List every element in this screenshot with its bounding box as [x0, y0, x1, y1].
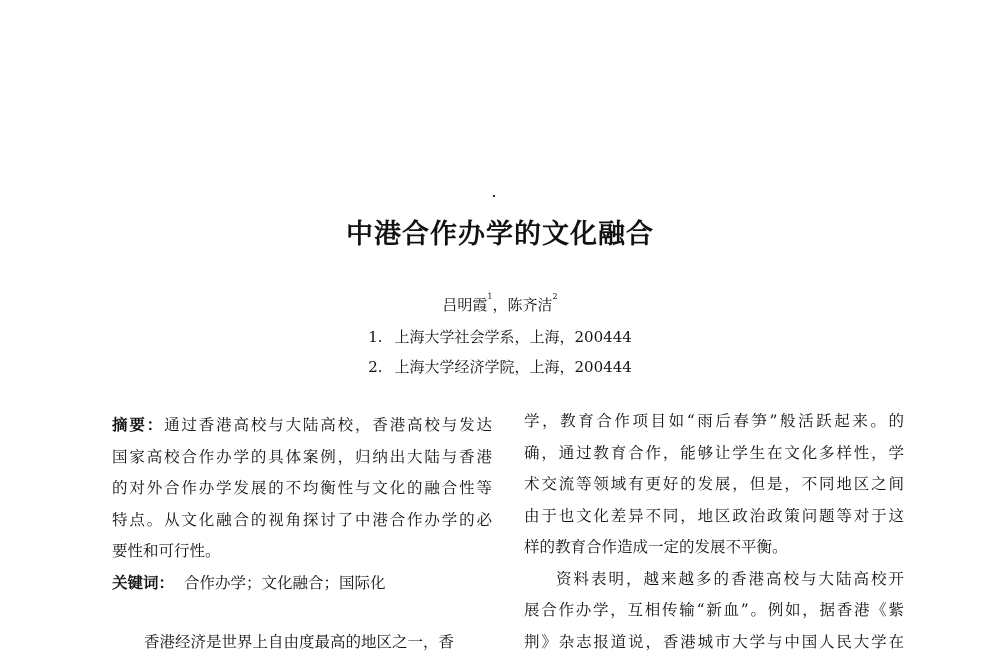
body-line: 展合作办学，互相传输“新血”。例如，据香港《紫: [524, 601, 904, 619]
body-line: 样的教育合作造成一定的发展不平衡。: [524, 538, 788, 556]
author-separator: ，: [492, 296, 508, 314]
abstract-line: 国家高校合作办学的具体案例，归纳出大陆与香港: [112, 447, 492, 466]
scan-speck: [493, 195, 495, 197]
abstract-label: 摘要：: [112, 416, 165, 434]
abstract-line: 的对外合作办学发展的不均衡性与文化的融合性等: [112, 479, 492, 497]
author-name-2: 陈齐洁: [507, 296, 553, 314]
right-column: [524, 406, 904, 658]
affiliation-text: 上海大学社会学系，上海，200444: [394, 328, 632, 346]
author-line: [0, 294, 1000, 315]
affiliation-text: 上海大学经济学院，上海，200444: [394, 358, 632, 376]
left-column: [112, 410, 492, 659]
affiliation-number: 1.: [368, 328, 383, 346]
keywords-label: 关键词：: [112, 573, 175, 592]
abstract-line: 要性和可行性。: [112, 542, 221, 560]
body-line: 确，通过教育合作，能够让学生在文化多样性，学: [524, 443, 904, 462]
author-superscript-1: 1: [487, 292, 493, 301]
body-line: 学，教育合作项目如“雨后春笋”般活跃起来。的: [524, 412, 904, 430]
body-text-line: [112, 627, 492, 659]
keywords-text: 合作办学；文化融合；国际化: [184, 573, 386, 592]
affiliation-number: 2.: [368, 358, 383, 376]
paper-title: 中港合作办学的文化融合: [346, 219, 654, 250]
affiliation-2: [0, 356, 1000, 377]
keywords-line: [112, 568, 492, 600]
author-name-1: 吕明霞: [442, 296, 488, 314]
author-superscript-2: 2: [552, 292, 558, 301]
affiliation-1: [0, 326, 1000, 347]
body-line: 荆》杂志报道说，香港城市大学与中国人民大学在: [524, 632, 904, 651]
abstract-text: 通过香港高校与大陆高校，香港高校与发达: [164, 416, 492, 434]
body-text: 香港经济是世界上自由度最高的地区之一，香: [144, 633, 455, 651]
abstract-line: [112, 410, 492, 442]
body-line: 由于也文化差异不同，地区政治政策问题等对于这: [524, 506, 904, 525]
abstract-line: 特点。从文化融合的视角探讨了中港合作办学的必: [112, 510, 492, 529]
body-line: 术交流等领域有更好的发展，但是，不同地区之间: [524, 475, 904, 493]
body-line: 资料表明，越来越多的香港高校与大陆高校开: [556, 569, 904, 588]
